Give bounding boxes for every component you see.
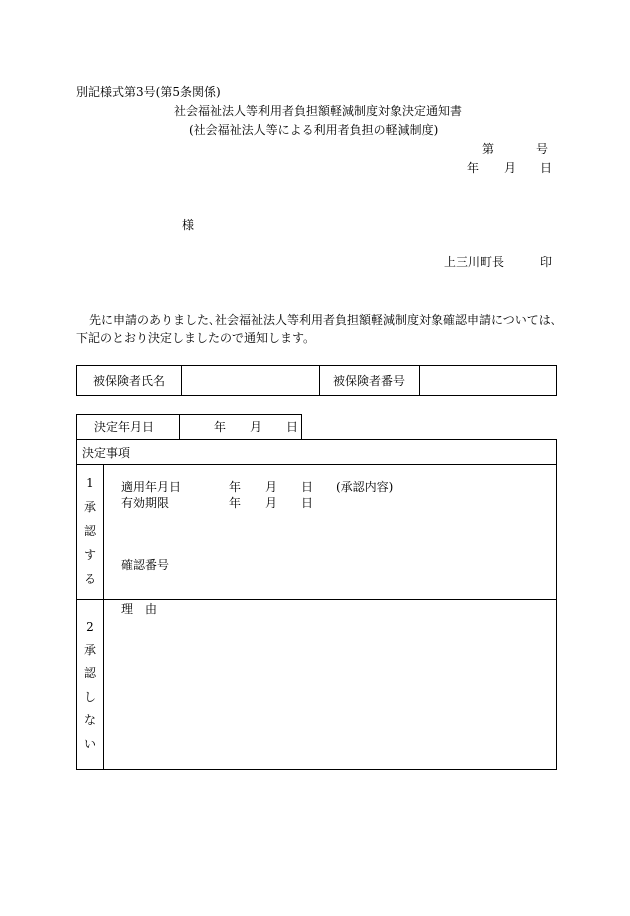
approve-content-label: (承認内容) xyxy=(336,480,394,494)
reject-char-5: い xyxy=(83,737,96,751)
decision-date-day: 日 xyxy=(286,420,299,434)
insured-divider-1 xyxy=(181,365,182,396)
reject-char-2: 認 xyxy=(83,666,96,680)
approve-number: 1 xyxy=(86,476,94,490)
date-year: 年 xyxy=(467,161,480,175)
approve-start-label: 適用年月日 xyxy=(121,480,182,494)
approve-period-day: 日 xyxy=(301,496,314,510)
reject-char-4: な xyxy=(83,713,96,727)
date-day: 日 xyxy=(540,161,553,175)
document-subtitle: (社会福祉法人等による利用者負担の軽減制度) xyxy=(189,123,439,137)
document-title: 社会福祉法人等利用者負担額軽減制度対象決定通知書 xyxy=(174,104,463,118)
issuer-name: 上三川町長 xyxy=(444,255,505,269)
issuer-seal: 印 xyxy=(540,255,553,269)
body-text-line2: 下記のとおり決定しましたので通知します。 xyxy=(76,331,316,345)
approve-start-month: 月 xyxy=(265,480,278,494)
doc-number-dai: 第 xyxy=(482,142,495,156)
decision-left-column-line xyxy=(103,464,104,770)
decision-header-line xyxy=(76,464,557,465)
decision-row-divider xyxy=(76,599,557,600)
approve-start-year: 年 xyxy=(229,480,242,494)
insured-divider-3 xyxy=(419,365,420,396)
reject-reason-label: 理 由 xyxy=(121,602,158,616)
decision-section-label: 決定事項 xyxy=(82,446,131,460)
approve-start-day: 日 xyxy=(301,480,314,494)
approve-confirm-label: 確認番号 xyxy=(121,558,170,572)
reject-number: 2 xyxy=(86,620,94,634)
decision-date-year: 年 xyxy=(214,420,227,434)
insured-name-label: 被保険者氏名 xyxy=(93,374,166,388)
insured-number-label: 被保険者番号 xyxy=(333,374,406,388)
decision-date-month: 月 xyxy=(250,420,263,434)
reject-char-1: 承 xyxy=(83,643,96,657)
date-month: 月 xyxy=(504,161,517,175)
insured-divider-2 xyxy=(319,365,320,396)
form-reference: 別記様式第3号(第5条関係) xyxy=(76,85,221,99)
doc-number-go: 号 xyxy=(536,142,549,156)
approve-period-month: 月 xyxy=(265,496,278,510)
approve-period-year: 年 xyxy=(229,496,242,510)
approve-char-4: る xyxy=(83,572,96,586)
approve-char-3: す xyxy=(83,548,96,562)
decision-date-divider xyxy=(179,414,180,440)
approve-period-label: 有効期限 xyxy=(121,496,170,510)
addressee-honorific: 様 xyxy=(182,218,195,232)
body-text-line1: 先に申請のありました､社会福祉法人等利用者負担額軽減制度対象確認申請については､ xyxy=(89,313,557,327)
reject-char-3: し xyxy=(83,690,96,704)
decision-date-label: 決定年月日 xyxy=(94,420,155,434)
approve-char-2: 認 xyxy=(83,524,96,538)
approve-char-1: 承 xyxy=(83,500,96,514)
